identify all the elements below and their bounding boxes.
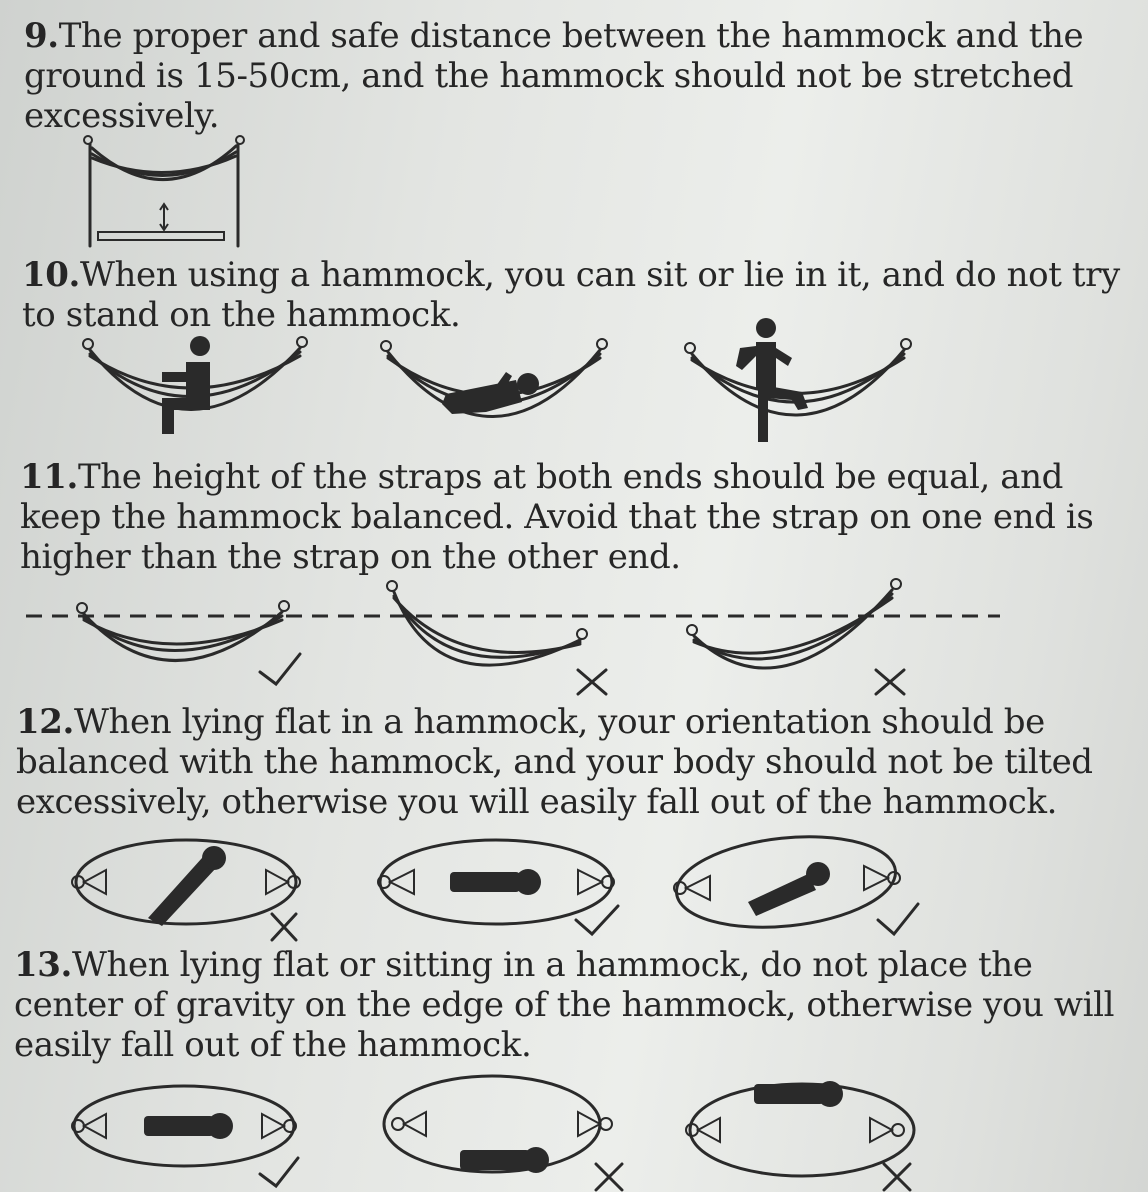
instruction-13 (14, 945, 1144, 1065)
item-text: The proper and safe distance between the hammock and the ground is 15-50cm, and the hammock should not be stretched excessively. (24, 16, 1084, 136)
item-text: The height of the straps at both ends should be equal, and keep the hammock balanced. Avoid that the strap on one end is higher than the strap on the other end. (20, 457, 1094, 577)
cross-mark-icon (272, 914, 296, 940)
cross-mark-icon (596, 1164, 622, 1190)
item-number: 10. (22, 255, 80, 295)
instruction-9 (24, 16, 1114, 136)
item-text: When lying flat or sitting in a hammock, do not place the center of gravity on the edge of the hammock, otherwise you will easily fall out of the hammock. (14, 945, 1115, 1065)
body-orientation-figure (66, 830, 936, 950)
item-number: 11. (20, 457, 78, 497)
strap-height-figure (20, 578, 1010, 698)
center-of-gravity-figure (66, 1070, 926, 1192)
cross-mark-icon (876, 670, 904, 694)
hammock-ground-distance-figure (80, 132, 260, 250)
hammock-stand-figure (680, 318, 920, 444)
instruction-11 (20, 457, 1130, 577)
instruction-10 (22, 255, 1132, 335)
item-text: When lying flat in a hammock, your orientation should be balanced with the hammock, and your body should not be tilted excessively, otherwise you will easily fall out of the hammock. (16, 702, 1093, 822)
cross-mark-icon (884, 1164, 910, 1190)
item-number: 9. (24, 16, 59, 56)
hammock-lie-figure (376, 332, 616, 442)
item-number: 12. (16, 702, 74, 742)
item-text: When using a hammock, you can sit or lie in it, and do not try to stand on the hammock. (22, 255, 1120, 335)
hammock-sit-figure (78, 330, 318, 440)
check-mark-icon (260, 1158, 298, 1186)
item-number: 13. (14, 945, 72, 985)
check-mark-icon (260, 654, 300, 684)
check-mark-icon (878, 904, 918, 934)
instruction-12 (16, 702, 1126, 822)
cross-mark-icon (578, 670, 606, 694)
